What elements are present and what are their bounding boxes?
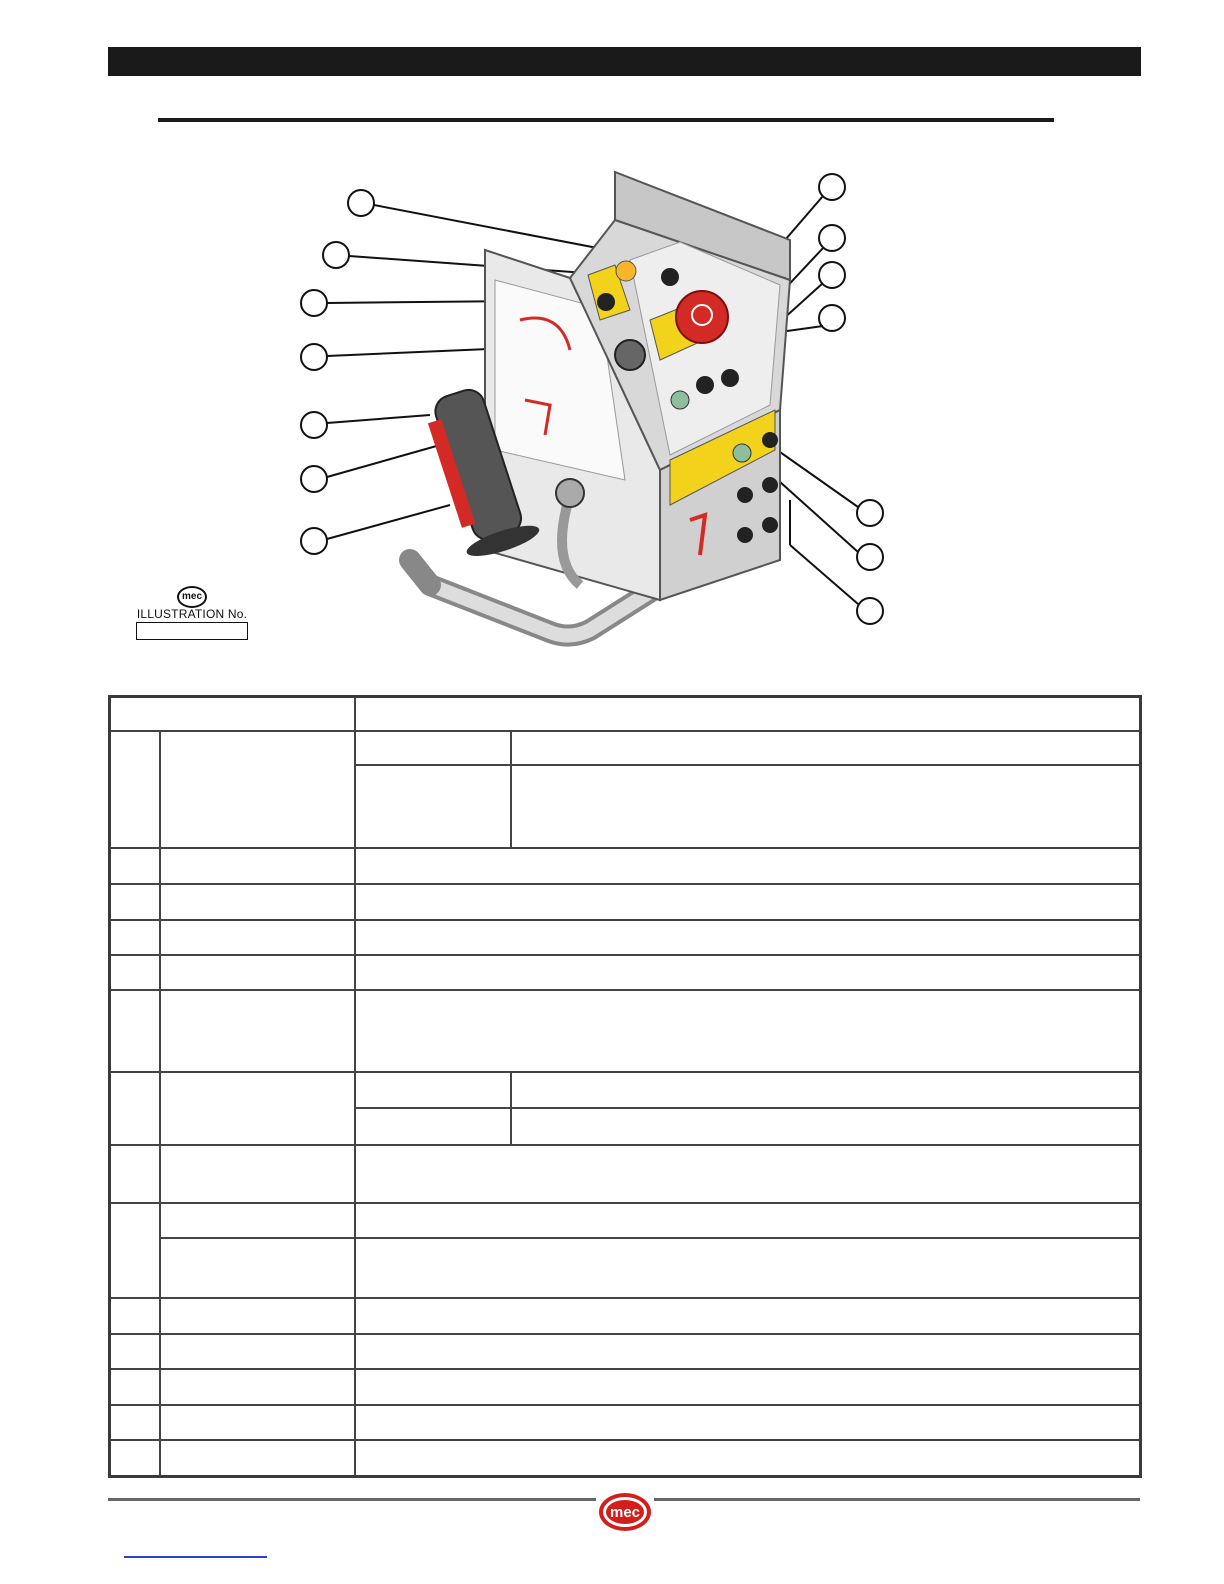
description-cell [355,884,1141,920]
item-number-cell [110,731,160,848]
table-row [110,848,1141,884]
table-row [110,920,1141,955]
illustration-number-box [136,622,248,640]
table-row [110,1369,1141,1405]
footer-link-underline[interactable] [124,1556,267,1558]
description-cell [355,1440,1141,1476]
item-number-cell [110,1298,160,1334]
mec-logo-footer [596,1490,654,1534]
description-cell [355,920,1141,955]
item-number-cell [110,1334,160,1369]
control-name-cell [160,1298,355,1334]
control-name-cell [160,955,355,990]
control-name-cell [160,1072,355,1144]
sub-description-cell [511,731,1141,765]
footer-logo-text: mec [609,1504,641,1521]
table-row [110,955,1141,990]
control-name-cell [160,1145,355,1203]
control-name-cell [160,990,355,1072]
callout-circle [323,242,349,268]
section-rule [158,118,1054,122]
control-name-cell [160,920,355,955]
sub-mode-cell [355,765,511,848]
control-box-drawing [130,160,1130,660]
table-row [110,731,1141,765]
item-number-cell [110,1440,160,1476]
item-number-cell [110,1369,160,1405]
description-cell [355,1405,1141,1440]
callout-circle [857,544,883,570]
sub-mode-cell [355,1072,511,1108]
callout-circle [301,344,327,370]
control-name-cell [160,1203,355,1238]
control-name-cell [160,1405,355,1440]
callout-circle [301,290,327,316]
table-row [110,1203,1141,1238]
table-row [110,1334,1141,1369]
description-cell [355,1203,1141,1238]
callout-circle [301,466,327,492]
description-cell [355,1369,1141,1405]
callout-circle [819,305,845,331]
control-name-cell [160,1334,355,1369]
table-row [110,1072,1141,1108]
callout-circle [301,528,327,554]
control-name-cell [160,1238,355,1298]
description-cell [355,1334,1141,1369]
sub-description-cell [511,1108,1141,1144]
header-cell-control [110,697,355,731]
table-row [110,990,1141,1072]
table-header-row [110,697,1141,731]
description-cell [355,955,1141,990]
table-row [110,1238,1141,1298]
item-number-cell [110,920,160,955]
control-name-cell [160,1369,355,1405]
callout-circle [348,190,374,216]
item-number-cell [110,1203,160,1298]
control-box-illustration [130,160,1130,660]
table-row [110,884,1141,920]
sub-description-cell [511,765,1141,848]
description-cell [355,1238,1141,1298]
table-row [110,1405,1141,1440]
footer-rule-left [108,1498,596,1501]
item-number-cell [110,1145,160,1203]
illustration-label: ILLUSTRATION No. [136,607,248,621]
sub-mode-cell [355,731,511,765]
description-cell [355,990,1141,1072]
control-name-cell [160,731,355,848]
footer-rule-right [654,1498,1140,1501]
controls-table [108,695,1142,1478]
callout-circle [301,412,327,438]
header-cell-function [355,697,1141,731]
item-number-cell [110,955,160,990]
header-bar [108,47,1141,76]
sub-description-cell [511,1072,1141,1108]
control-name-cell [160,1440,355,1476]
control-name-cell [160,884,355,920]
table-row [110,1298,1141,1334]
callout-circle [857,598,883,624]
item-number-cell [110,1405,160,1440]
sub-mode-cell [355,1108,511,1144]
illustration-logo [136,586,248,640]
description-cell [355,1145,1141,1203]
description-cell [355,848,1141,884]
item-number-cell [110,1072,160,1144]
item-number-cell [110,848,160,884]
table-row [110,1440,1141,1476]
mec-logo-small: mec [177,586,207,608]
item-number-cell [110,990,160,1072]
control-name-cell [160,848,355,884]
item-number-cell [110,884,160,920]
description-cell [355,1298,1141,1334]
table-row [110,1145,1141,1203]
callout-circle [857,500,883,526]
